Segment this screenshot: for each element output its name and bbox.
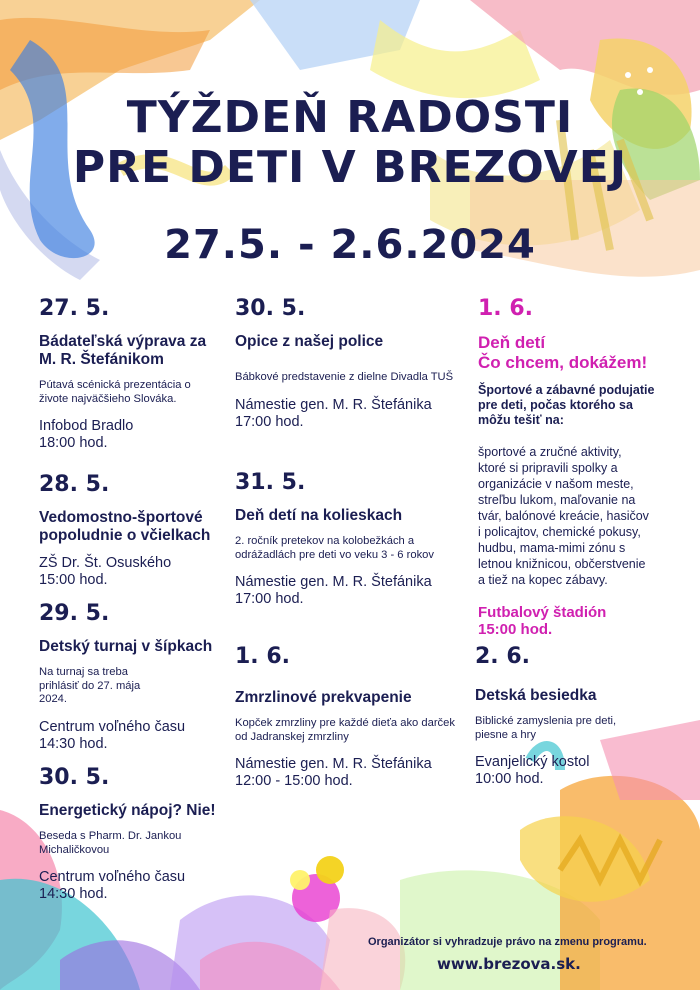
event-1-6-a [235,644,460,790]
event-time: 10:00 hod. [475,771,544,787]
event-place: Infobod Bradlo [39,418,134,434]
event-name: Bádateľská výprava za M. R. Štefánikom [39,333,207,368]
event-place: Centrum voľného času [39,718,186,735]
event-place: Futbalový štadión [478,604,607,621]
event-31-5 [235,470,460,608]
event-description: Na turnaj sa treba prihlásiť do 27. mája 2024. [39,666,141,705]
title-line-2: PRE DETI V BREZOVEJ [72,142,628,193]
event-time: 14:30 hod. [39,735,108,752]
event-name: Vedomostno-športové popoludnie o včielkach [39,509,211,544]
event-day: 1. 6. [235,644,290,669]
event-28-5 [39,472,234,589]
event-time: 14:30 hod. [39,886,108,902]
event-description: Biblické zamyslenia pre deti, piesne a hry [475,715,617,741]
event-place: Centrum voľného času [39,869,186,885]
event-day: 30. 5. [39,765,110,790]
event-place: Evanjelický kostol [475,754,590,770]
event-29-5 [39,601,234,753]
event-time: 12:00 - 15:00 hod. [235,773,353,789]
event-name: Energetický nápoj? Nie! [39,802,216,819]
event-name: Zmrzlinové prekvapenie [235,689,412,706]
event-intro: Športové a zábavné podujatie pre deti, počas ktorého sa môžu tešiť na: [478,383,655,427]
event-day: 30. 5. [235,296,306,321]
event-2-6 [475,644,675,788]
title-line-1: TÝŽDEŇ RADOSTI [126,92,574,143]
event-27-5 [39,296,214,452]
event-description: Kopček zmrzliny pre každé dieťa ako darček od Jadranskej zmrzliny [235,717,455,743]
organizer-note: Organizátor si vyhradzuje právo na zmenu programu. [368,936,647,948]
event-description: Pútavá scénická prezentácia o živote najväčšieho Slováka. [39,379,191,405]
event-activities: športové a zručné aktivity, ktoré si pripravili spolky a organizácie v našom meste, streľbu lukom, maľovanie na tvár, balónové kreácie, hasičov i policajtov, chemické pokusy, hudbu, mama-mimi zónu s letnou knižnicou, občerstvenie a tiež na kopec zábavy. [478,445,649,587]
event-name-line-2: Čo chcem, dokážem! [478,353,648,372]
event-name: Detský turnaj v šípkach [39,638,213,655]
event-place: Námestie gen. M. R. Štefánika [235,574,432,590]
event-place: Námestie gen. M. R. Štefánika [235,396,432,413]
event-name: Opice z našej police [235,333,384,350]
event-description: Bábkové predstavenie z dielne Divadla TUŠ [235,371,454,383]
event-day: 1. 6. [478,296,533,321]
event-time: 15:00 hod. [39,572,108,588]
event-time: 18:00 hod. [39,435,108,451]
event-30-5-b [235,296,460,431]
event-time: 15:00 hod. [478,621,553,638]
event-place: ZŠ Dr. Št. Osuského [39,555,172,571]
event-day: 2. 6. [475,644,530,669]
event-day: 31. 5. [235,470,306,495]
event-name: Detská besiedka [475,687,597,704]
event-time: 17:00 hod. [235,591,304,607]
event-description: 2. ročník pretekov na kolobežkách a odrážadlách pre deti vo veku 3 - 6 rokov [235,535,434,561]
event-day: 27. 5. [39,296,110,321]
event-place: Námestie gen. M. R. Štefánika [235,756,432,772]
event-dates: 27.5. - 2.6.2024 [164,222,536,268]
event-name-line-1: Deň detí [478,333,546,352]
website-link[interactable]: www.brezova.sk. [437,955,581,973]
event-30-5-a [39,765,234,903]
event-day: 29. 5. [39,601,110,626]
event-time: 17:00 hod. [235,413,304,430]
event-name: Deň detí na kolieskach [235,507,403,524]
event-description: Beseda s Pharm. Dr. Jankou Michaličkovou [39,830,182,856]
event-1-6-children-day [478,296,668,638]
event-day: 28. 5. [39,472,110,497]
